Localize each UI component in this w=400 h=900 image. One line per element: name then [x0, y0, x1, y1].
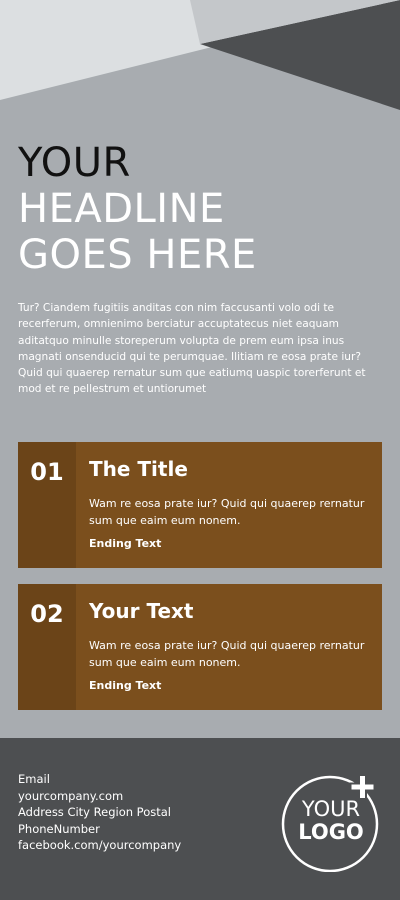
card-title: Your Text [89, 599, 194, 623]
logo-line-2: LOGO [298, 820, 364, 844]
card-text: Wam re eosa prate iur? Quid qui quaerep rernatur sum que eaim eum nonem. [89, 639, 365, 669]
headline [18, 140, 257, 278]
headline-line-1: YOUR [18, 140, 131, 186]
contact-email[interactable]: Email [18, 772, 50, 786]
headline-line-2: HEADLINE [18, 186, 225, 232]
card-ending: Ending Text [89, 537, 162, 550]
plus-icon [351, 775, 375, 799]
feature-card-1 [18, 442, 382, 568]
card-number: 01 [18, 442, 76, 568]
card-ending: Ending Text [89, 679, 162, 692]
feature-card-2 [18, 584, 382, 710]
footer [0, 738, 400, 900]
contact-info [18, 771, 181, 854]
card-title: The Title [89, 457, 188, 481]
card-text: Wam re eosa prate iur? Quid qui quaerep rernatur sum que eaim eum nonem. [89, 497, 365, 527]
contact-facebook[interactable]: facebook.com/yourcompany [18, 838, 182, 852]
company-logo [280, 772, 382, 872]
top-triangles [0, 0, 400, 110]
contact-website[interactable]: yourcompany.com [18, 788, 124, 803]
logo-line-1: YOUR [301, 797, 361, 821]
contact-phone[interactable]: PhoneNumber [18, 821, 100, 836]
headline-line-3: GOES HERE [18, 232, 257, 278]
logo-text [280, 798, 382, 844]
contact-address: Address City Region Postal [18, 805, 171, 819]
intro-paragraph: Tur? Ciandem fugitiis anditas con nim faccusanti volo odi te recerferum, omnienimo berciatur accuptatecus niet eaquam aditatquo minulle storeperum volupta de prem eum ipsa inus magnati onsenducid qui te perumquae. Ilitiam re eosa prate iur? Quid qui quaerep rernatur sum que eatiumq uaspic torerferunt et mod et re pellestrum et untiorumet [18, 302, 366, 396]
card-body [76, 584, 382, 710]
card-body [76, 442, 382, 568]
card-number: 02 [18, 584, 76, 710]
